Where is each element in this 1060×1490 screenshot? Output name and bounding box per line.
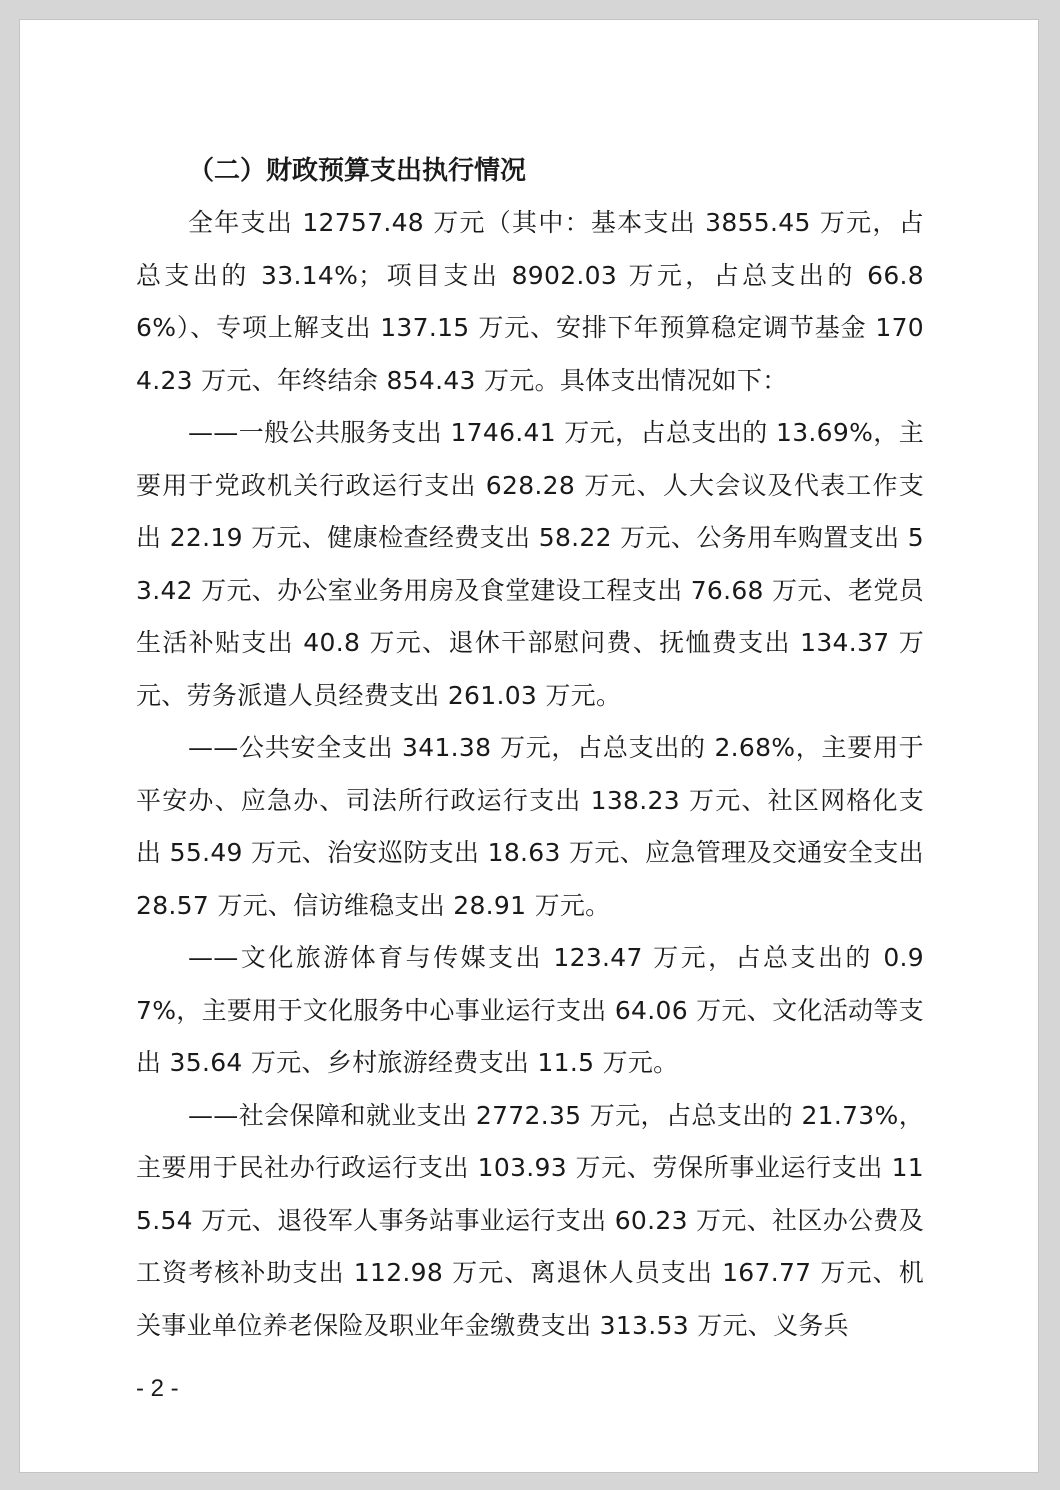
page-number: - 2 - [136,1375,179,1402]
paragraph-culture-tourism: ——文化旅游体育与传媒支出 123.47 万元，占总支出的 0.97%，主要用于文化服务中心事业运行支出 64.06 万元、文化活动等支出 35.64 万元、乡村旅游经费支出 11.5 万元。 [136,943,924,1077]
paragraph-summary: 全年支出 12757.48 万元（其中：基本支出 3855.45 万元，占总支出的 33.14%；项目支出 8902.03 万元，占总支出的 66.86%）、专项上解支出 137.15 万元、安排下年预算稳定调节基金 1704.23 万元、年终结余 854.43 万元。具体支出情况如下： [136,208,924,395]
section-heading: （二）财政预算支出执行情况 [188,156,527,186]
paragraph-social-security: ——社会保障和就业支出 2772.35 万元，占总支出的 21.73%，主要用于民社办行政运行支出 103.93 万元、劳保所事业运行支出 115.54 万元、退役军人事务站事业运行支出 60.23 万元、社区办公费及工资考核补助支出 112.98 万元、离退休人员支出 167.77 万元、机关事业单位养老保险及职业年金缴费支出 313.53 万元、义务兵 [136,1100,924,1340]
document-page [20,20,1038,1472]
paragraph-general-public-services: ——一般公共服务支出 1746.41 万元，占总支出的 13.69%，主要用于党政机关行政运行支出 628.28 万元、人大会议及代表工作支出 22.19 万元、健康检查经费支出 58.22 万元、公务用车购置支出 53.42 万元、办公室业务用房及食堂建设工程支出 76.68 万元、老党员生活补贴支出 40.8 万元、退休干部慰问费、抚恤费支出 134.37 万元、劳务派遣人员经费支出 261.03 万元。 [136,418,924,710]
document-body [136,145,924,1352]
paragraph-public-security: ——公共安全支出 341.38 万元，占总支出的 2.68%，主要用于平安办、应急办、司法所行政运行支出 138.23 万元、社区网格化支出 55.49 万元、治安巡防支出 18.63 万元、应急管理及交通安全支出 28.57 万元、信访维稳支出 28.91 万元。 [136,733,924,920]
